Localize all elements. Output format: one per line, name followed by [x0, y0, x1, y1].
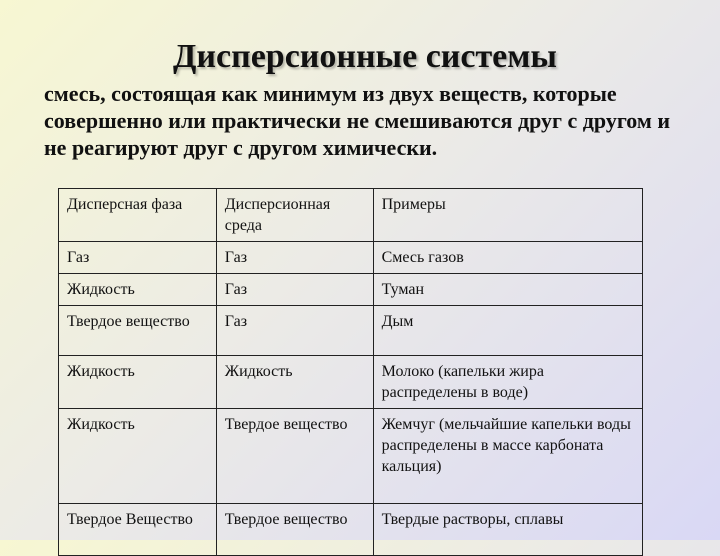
- header-examples: Примеры: [373, 189, 642, 242]
- cell-medium: Газ: [216, 306, 373, 356]
- cell-example: Жемчуг (мельчайшие капельки воды распределены в массе карбоната кальция): [373, 409, 642, 504]
- table-row: [59, 274, 643, 306]
- table-row: [59, 356, 643, 409]
- cell-example: Молоко (капельки жира распределены в воде): [373, 356, 642, 409]
- cell-example: Туман: [373, 274, 642, 306]
- table-row: [59, 409, 643, 504]
- header-dispersion-medium: Дисперсионная среда: [216, 189, 373, 242]
- table-row: [59, 504, 643, 556]
- cell-medium: Газ: [216, 242, 373, 274]
- cell-phase: Жидкость: [59, 356, 217, 409]
- definition-text: смесь, состоящая как минимум из двух веществ, которые совершенно или практически не смешиваются друг с другом и не реагируют друг с другом химически.: [44, 81, 671, 160]
- cell-phase: Газ: [59, 242, 217, 274]
- cell-medium: Твердое вещество: [216, 504, 373, 556]
- cell-example: Дым: [373, 306, 642, 356]
- cell-example: Смесь газов: [373, 242, 642, 274]
- cell-phase: Твердое вещество: [59, 306, 217, 356]
- cell-medium: Жидкость: [216, 356, 373, 409]
- dispersion-table: [58, 188, 643, 556]
- header-dispersed-phase: Дисперсная фаза: [59, 189, 217, 242]
- slide-title: Дисперсионные системы: [173, 38, 557, 75]
- cell-medium: Твердое вещество: [216, 409, 373, 504]
- cell-phase: Жидкость: [59, 409, 217, 504]
- cell-medium: Газ: [216, 274, 373, 306]
- table-row: [59, 306, 643, 356]
- table-header-row: [59, 189, 643, 242]
- cell-phase: Жидкость: [59, 274, 217, 306]
- cell-phase: Твердое Вещество: [59, 504, 217, 556]
- table-row: [59, 242, 643, 274]
- cell-example: Твердые растворы, сплавы: [373, 504, 642, 556]
